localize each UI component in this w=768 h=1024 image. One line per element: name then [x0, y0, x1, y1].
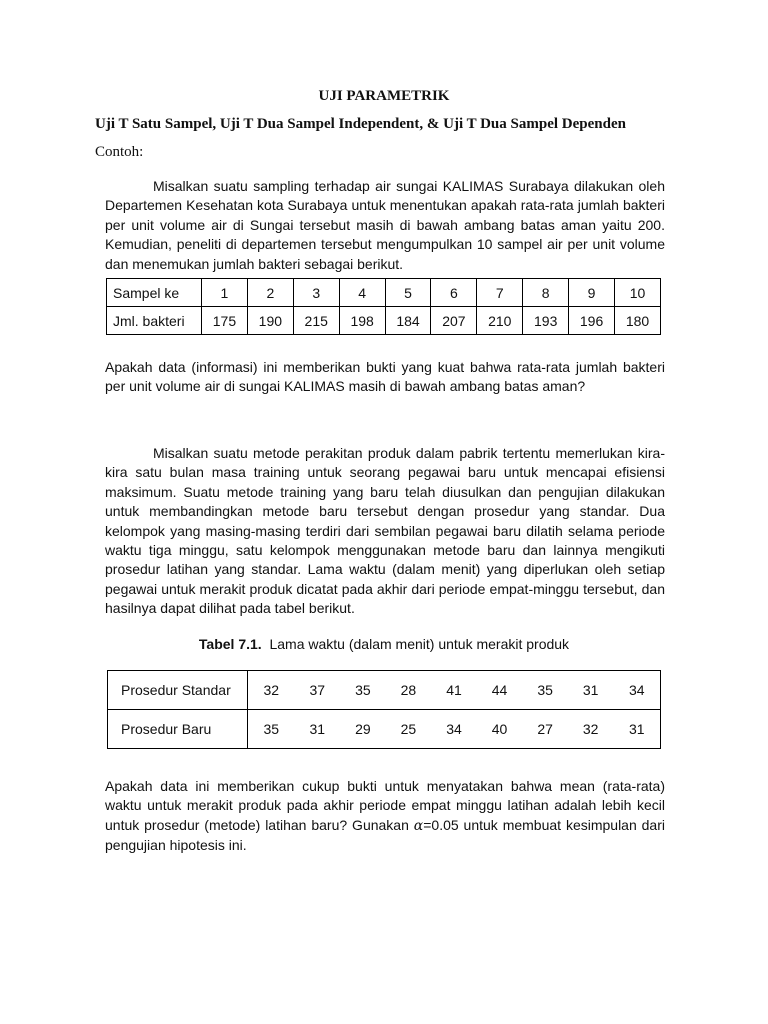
table-caption: [0, 636, 768, 652]
table-caption-text: Lama waktu (dalam menit) untuk merakit produk: [269, 636, 570, 652]
table-cell: 44: [477, 671, 523, 710]
table-cell: 10: [615, 279, 661, 307]
question-text-part2: =0.05 untuk membuat kesimpulan dari pengujian hipotesis ini.: [105, 816, 665, 854]
example1-paragraph: Misalkan suatu sampling terhadap air sungai KALIMAS Surabaya dilakukan oleh Departemen Kesehatan kota Surabaya untuk menentukan apakah rata-rata jumlah bakteri per unit volume air di Sungai tersebut masih di bawah ambang batas aman yaitu 200. Kemudian, peneliti di departemen tersebut mengumpulkan 10 sampel air per unit volume dan menemukan jumlah bakteri sebagai berikut.: [105, 178, 665, 272]
table-cell: 32: [582, 721, 599, 737]
bacteria-table: [106, 278, 661, 335]
table-cell: 210: [477, 307, 523, 335]
assembly-time-table: [107, 670, 661, 749]
table-cell: 31: [628, 721, 645, 737]
alpha-symbol: α: [413, 817, 424, 834]
table-cell: 29: [355, 721, 371, 737]
table-cell: 41: [431, 671, 477, 710]
table-cell: 34: [446, 721, 462, 737]
table-cell: 35: [263, 721, 280, 737]
table-row-label: Prosedur Standar: [108, 671, 248, 710]
table-cell: 207: [431, 307, 477, 335]
example2-paragraph: Misalkan suatu metode perakitan produk dalam pabrik tertentu memerlukan kira-kira satu bulan masa training untuk seorang pegawai baru untuk mencapai efisiensi maksimum. Suatu metode training yang baru telah diusulkan dan pengujian dilakukan untuk membandingkan metode baru tersebut dengan prosedur yang standar. Dua kelompok yang masing-masing terdiri dari sembilan pegawai baru dilatih selama periode waktu tiga minggu, satu kelompok menggunakan metode baru dan lainnya mengikuti prosedur latihan yang standar. Lama waktu (dalam menit) yang diperlukan oleh setiap pegawai untuk merakit produk dicatat pada akhir dari periode empat-minggu tersebut, dan hasilnya dapat dilihat pada tabel berikut.: [105, 445, 665, 617]
table-row-label: Jml. bakteri: [107, 307, 202, 335]
table-cell: 196: [569, 307, 615, 335]
table-cell: 35: [522, 671, 568, 710]
table-cell: 3: [293, 279, 339, 307]
page-title: UJI PARAMETRIK: [318, 88, 450, 104]
table-caption-label: Tabel 7.1.: [198, 636, 262, 652]
table-row-label: Sampel ke: [107, 279, 202, 307]
table-cell: 25: [400, 721, 417, 737]
table-cell: 215: [293, 307, 339, 335]
table-cell: 27: [537, 721, 553, 737]
example-label: Contoh:: [95, 144, 144, 160]
table-row: [108, 710, 661, 749]
table-row: [108, 671, 661, 710]
table-cell: 37: [295, 671, 341, 710]
table-cell: 31: [309, 721, 326, 737]
table-cell: 35: [340, 671, 386, 710]
example2-question: [105, 777, 665, 856]
table-cell: 4: [339, 279, 385, 307]
table-cell: 180: [615, 307, 661, 335]
example1-question: Apakah data (informasi) ini memberikan bukti yang kuat bahwa rata-rata jumlah bakteri per unit volume air di sungai KALIMAS masih di bawah ambang batas aman?: [105, 359, 665, 395]
table-cell: 34: [613, 671, 660, 710]
table-cell: 28: [386, 671, 432, 710]
table-cell: 9: [569, 279, 615, 307]
table-cell: 32: [248, 671, 295, 710]
table-row: [107, 307, 661, 335]
table-cell: 8: [523, 279, 569, 307]
question-text-part1: Apakah data ini memberikan cukup bukti untuk menyatakan bahwa mean (rata-rata) waktu untuk merakit produk pada akhir periode empat minggu latihan adalah lebih kecil untuk prosedur (metode) latihan baru? Gunakan: [105, 778, 665, 833]
table-cell: 1: [202, 279, 248, 307]
table-cell: 31: [568, 671, 614, 710]
table-cell: 198: [339, 307, 385, 335]
table-cell: 175: [202, 307, 248, 335]
table-cell: 7: [477, 279, 523, 307]
page-subtitle: Uji T Satu Sampel, Uji T Dua Sampel Independent, & Uji T Dua Sampel Dependen: [95, 116, 626, 132]
table-cell: 184: [385, 307, 431, 335]
table-row: [107, 279, 661, 307]
table-cell: 190: [247, 307, 293, 335]
table-cell: 6: [431, 279, 477, 307]
table-cell: 2: [247, 279, 293, 307]
table-cell: 5: [385, 279, 431, 307]
table-cell: 40: [491, 721, 508, 737]
table-row-label: Prosedur Baru: [108, 710, 248, 749]
table-cell: 193: [523, 307, 569, 335]
